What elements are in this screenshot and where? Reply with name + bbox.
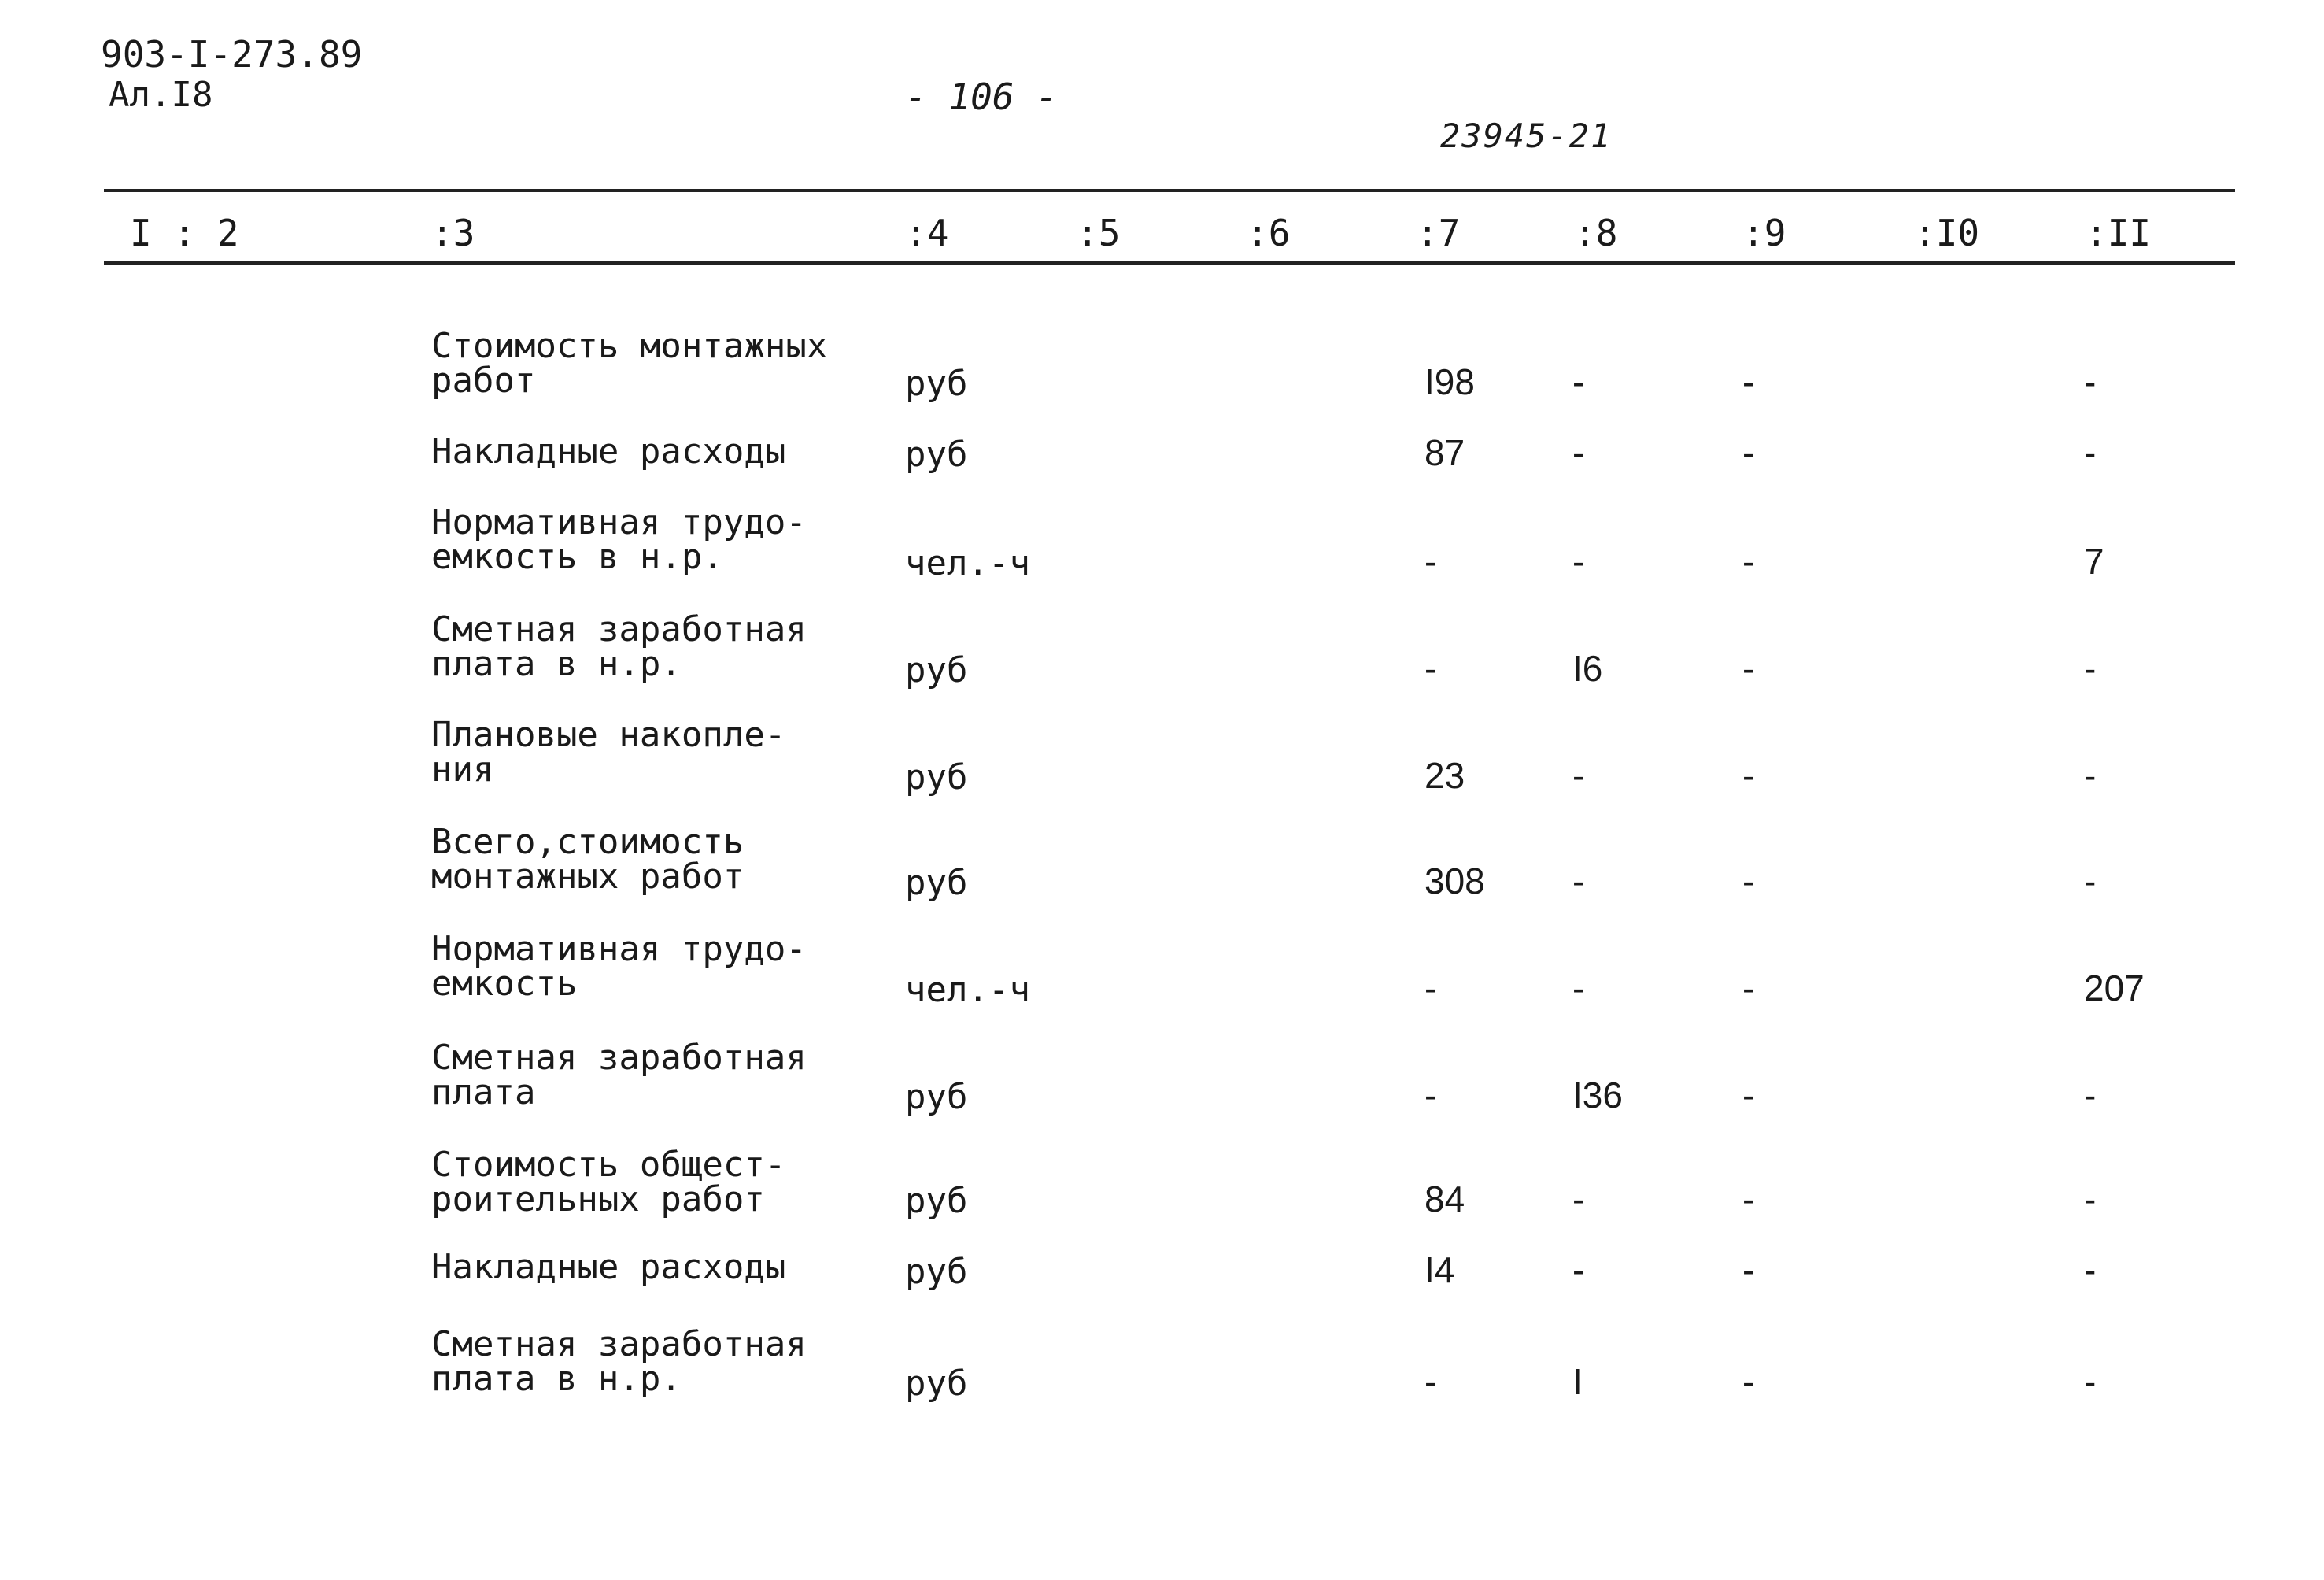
row-value-col-11: - (2084, 860, 2097, 901)
row-item-name-line: Сметная заработная (431, 1038, 807, 1078)
row-item-name-line: роительных работ (431, 1179, 765, 1219)
row-unit: руб (905, 435, 968, 475)
column-header-9: :I0 (1914, 212, 1980, 254)
column-header-10: :II (2086, 212, 2152, 254)
row-value-col-8: - (1572, 432, 1585, 473)
row-value-col-8: - (1572, 361, 1585, 402)
row-item-name-line: Нормативная трудо- (431, 929, 807, 969)
row-value-col-11: - (2084, 432, 2097, 473)
row-item-name-line: Всего,стоимость (431, 822, 744, 862)
row-value-col-8: - (1572, 1249, 1585, 1290)
row-item-name-line: Накладные расходы (431, 431, 786, 472)
row-value-col-7: - (1424, 1361, 1437, 1402)
column-header-1: I : 2 (130, 212, 239, 254)
row-value-col-9: - (1742, 1075, 1755, 1116)
row-value-col-9: - (1742, 541, 1755, 582)
column-header-8: :9 (1742, 212, 1786, 254)
sheet-label: Ал.I8 (109, 75, 213, 115)
row-item-name-line: Сметная заработная (431, 1324, 807, 1364)
row-unit: руб (905, 757, 968, 797)
row-item-name-line: Стоимость общест- (431, 1145, 786, 1185)
row-value-col-11: - (2084, 755, 2097, 796)
row-value-col-9: - (1742, 755, 1755, 796)
table-top-rule (104, 189, 2235, 192)
row-item-name-line: ния (431, 749, 494, 790)
row-unit: чел.-ч (905, 970, 1030, 1010)
row-value-col-8: - (1572, 755, 1585, 796)
row-unit: руб (905, 1364, 968, 1404)
column-header-5: :6 (1247, 212, 1291, 254)
row-unit: руб (905, 364, 968, 404)
row-value-col-8: I36 (1572, 1075, 1623, 1116)
row-value-col-8: - (1572, 541, 1585, 582)
row-value-col-8: I6 (1572, 648, 1603, 689)
row-value-col-7: I4 (1424, 1249, 1455, 1290)
row-value-col-8: - (1572, 968, 1585, 1008)
row-value-col-8: - (1572, 1179, 1585, 1219)
row-item-name-line: емкость (431, 964, 578, 1004)
row-item-name (431, 502, 807, 577)
row-value-col-9: - (1742, 648, 1755, 689)
row-value-col-7: 87 (1424, 432, 1465, 473)
row-value-col-11: - (2084, 1075, 2097, 1116)
row-item-name (431, 431, 786, 472)
row-item-name (431, 1247, 786, 1287)
row-value-col-7: - (1424, 968, 1437, 1008)
row-item-name (431, 929, 807, 1004)
row-unit: руб (905, 1252, 968, 1292)
column-header-6: :7 (1417, 212, 1461, 254)
row-value-col-7: 23 (1424, 755, 1465, 796)
row-item-name-line: плата (431, 1072, 536, 1112)
archive-stamp: 23945-21 (1440, 117, 1613, 155)
row-value-col-9: - (1742, 968, 1755, 1008)
row-value-col-11: - (2084, 1361, 2097, 1402)
document-code: 903-I-273.89 (101, 33, 363, 76)
row-unit: руб (905, 1077, 968, 1117)
row-value-col-7: 84 (1424, 1179, 1465, 1219)
row-value-col-11: - (2084, 1249, 2097, 1290)
row-item-name (431, 1324, 807, 1399)
row-item-name-line: Сметная заработная (431, 609, 807, 649)
column-header-7: :8 (1574, 212, 1618, 254)
row-unit: руб (905, 1181, 968, 1221)
column-header-4: :5 (1077, 212, 1121, 254)
row-value-col-7: - (1424, 648, 1437, 689)
row-item-name (431, 609, 807, 684)
row-unit: чел.-ч (905, 543, 1030, 583)
row-item-name-line: монтажных работ (431, 857, 744, 897)
row-value-col-11: 207 (2084, 968, 2145, 1008)
row-value-col-9: - (1742, 1249, 1755, 1290)
row-item-name-line: Нормативная трудо- (431, 502, 807, 542)
row-value-col-7: I98 (1424, 361, 1475, 402)
row-value-col-9: - (1742, 860, 1755, 901)
row-item-name-line: работ (431, 361, 536, 401)
row-item-name-line: Накладные расходы (431, 1247, 786, 1287)
row-value-col-7: - (1424, 541, 1437, 582)
column-header-3: :4 (905, 212, 949, 254)
column-header-2: :3 (431, 212, 475, 254)
row-value-col-9: - (1742, 432, 1755, 473)
row-value-col-8: I (1572, 1361, 1583, 1402)
row-value-col-11: - (2084, 648, 2097, 689)
row-value-col-7: - (1424, 1075, 1437, 1116)
table-header-rule (104, 261, 2235, 265)
row-value-col-11: 7 (2084, 541, 2104, 582)
row-item-name-line: Плановые накопле- (431, 715, 786, 755)
row-item-name-line: плата в н.р. (431, 1359, 682, 1399)
row-item-name (431, 715, 786, 790)
row-value-col-11: - (2084, 361, 2097, 402)
row-value-col-9: - (1742, 361, 1755, 402)
row-item-name (431, 1145, 786, 1219)
row-unit: руб (905, 863, 968, 903)
row-value-col-7: 308 (1424, 860, 1485, 901)
page-number: - 106 - (905, 76, 1058, 118)
row-value-col-11: - (2084, 1179, 2097, 1219)
row-value-col-9: - (1742, 1361, 1755, 1402)
row-item-name (431, 1038, 807, 1112)
row-item-name-line: емкость в н.р. (431, 537, 723, 577)
row-item-name-line: Стоимость монтажных (431, 326, 828, 366)
row-unit: руб (905, 650, 968, 690)
row-item-name-line: плата в н.р. (431, 644, 682, 684)
row-item-name (431, 326, 828, 401)
row-item-name (431, 822, 744, 897)
row-value-col-9: - (1742, 1179, 1755, 1219)
row-value-col-8: - (1572, 860, 1585, 901)
